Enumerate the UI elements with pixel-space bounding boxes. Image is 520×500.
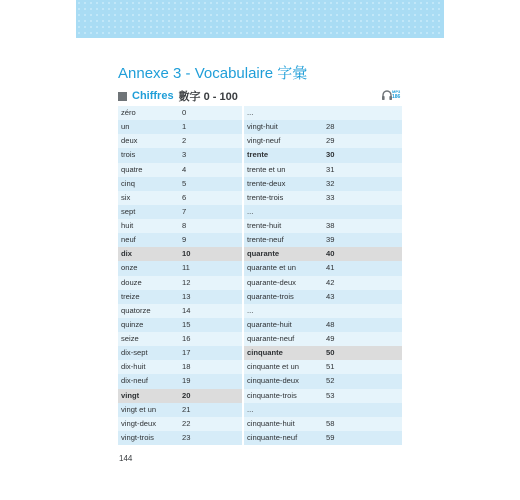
word-left: zéro [121, 108, 136, 117]
audio-format-label: MP3 [392, 89, 401, 94]
word-right: quarante-deux [242, 276, 322, 290]
number-right: 51 [326, 362, 335, 372]
word-right: vingt-neuf [242, 134, 322, 148]
audio-track-number: 186 [392, 94, 401, 100]
word-right: cinquante-huit [242, 417, 322, 431]
word-left: dix-sept [118, 346, 178, 360]
word-right: ... [242, 403, 322, 417]
number-left: 23 [178, 431, 242, 445]
number-right: 28 [322, 120, 402, 134]
number-right: 40 [322, 247, 402, 261]
word-right: vingt-huit [242, 120, 322, 134]
word-left: seize [121, 334, 139, 343]
word-right: quarante-neuf [242, 332, 322, 346]
word-left: trois [118, 148, 178, 162]
number-left: 19 [178, 374, 242, 388]
number-right: 38 [326, 221, 335, 230]
word-left: vingt-trois [118, 431, 178, 445]
number-right: 41 [322, 261, 402, 275]
section-name: Chiffres [132, 90, 174, 102]
number-right [322, 106, 402, 120]
number-right: 29 [326, 136, 335, 146]
number-left: 12 [182, 277, 191, 287]
word-left: deux [121, 136, 138, 146]
number-right [322, 304, 402, 318]
number-right [322, 205, 402, 219]
word-right: trente-neuf [242, 233, 322, 247]
number-left: 13 [178, 290, 242, 304]
word-left: dix-huit [121, 362, 146, 372]
number-right: 42 [326, 277, 335, 287]
word-left: douze [121, 277, 142, 287]
word-right: trente et un [242, 163, 322, 177]
word-left: cinq [118, 177, 178, 191]
header-band [76, 0, 444, 38]
page-title: Annexe 3 - Vocabulaire 字彙 [118, 65, 308, 82]
word-right: quarante et un [242, 261, 322, 275]
word-right: trente-huit [242, 219, 322, 233]
number-left: 15 [178, 318, 242, 332]
word-left: un [118, 120, 178, 134]
number-right [322, 403, 402, 417]
word-left: vingt [118, 389, 178, 403]
number-right: 39 [322, 233, 402, 247]
word-right: cinquante et un [242, 360, 322, 374]
number-left: 4 [182, 164, 187, 174]
word-left: sept [118, 205, 178, 219]
word-left: vingt et un [118, 403, 178, 417]
word-left: neuf [118, 233, 178, 247]
word-left: treize [118, 290, 178, 304]
number-right: 43 [322, 290, 402, 304]
word-right: quarante-trois [242, 290, 322, 304]
word-left: huit [121, 221, 134, 230]
word-left: six [121, 192, 131, 202]
number-right: 30 [322, 148, 402, 162]
number-right: 48 [322, 318, 402, 332]
number-right: 33 [326, 192, 335, 202]
word-right: cinquante [242, 346, 322, 360]
number-left: 21 [178, 403, 242, 417]
page-number: 144 [119, 454, 133, 463]
number-right: 58 [326, 418, 335, 428]
number-right: 53 [326, 390, 335, 400]
number-right: 59 [322, 431, 402, 445]
number-left: 14 [182, 305, 191, 315]
word-left: quatorze [121, 305, 151, 315]
number-right: 32 [322, 177, 402, 191]
number-left: 18 [182, 362, 191, 372]
word-right: cinquante-trois [242, 389, 322, 403]
number-left: 17 [178, 346, 242, 360]
word-right: trente-deux [242, 177, 322, 191]
word-left: onze [118, 261, 178, 275]
number-left: 3 [178, 148, 242, 162]
number-left: 8 [182, 221, 187, 230]
word-right: cinquante-deux [242, 374, 322, 388]
number-right: 49 [326, 334, 335, 343]
number-left: 22 [182, 418, 191, 428]
word-left: dix [118, 247, 178, 261]
number-left: 7 [178, 205, 242, 219]
word-left: quatre [121, 164, 143, 174]
number-right: 31 [326, 164, 335, 174]
word-right: ... [242, 106, 322, 120]
word-right: quarante [242, 247, 322, 261]
section-range: 數字 0 - 100 [178, 91, 238, 103]
word-right: trente-trois [242, 191, 322, 205]
word-left: dix-neuf [118, 374, 178, 388]
number-left: 20 [178, 389, 242, 403]
number-left: 0 [182, 108, 187, 117]
square-bullet-icon [118, 92, 127, 101]
number-left: 11 [178, 261, 242, 275]
word-right: quarante-huit [242, 318, 322, 332]
number-left: 10 [178, 247, 242, 261]
number-left: 16 [182, 334, 191, 343]
word-right: ... [242, 304, 322, 318]
number-left: 6 [182, 192, 187, 202]
number-left: 5 [178, 177, 242, 191]
section-heading [118, 89, 238, 103]
word-right: trente [242, 148, 322, 162]
number-right: 52 [322, 374, 402, 388]
vocabulary-table [118, 106, 402, 445]
word-right: ... [242, 205, 322, 219]
word-left: vingt-deux [121, 418, 157, 428]
number-right: 50 [322, 346, 402, 360]
number-left: 9 [178, 233, 242, 247]
number-left: 1 [178, 120, 242, 134]
word-right: cinquante-neuf [242, 431, 322, 445]
number-left: 2 [182, 136, 187, 146]
word-left: quinze [118, 318, 178, 332]
